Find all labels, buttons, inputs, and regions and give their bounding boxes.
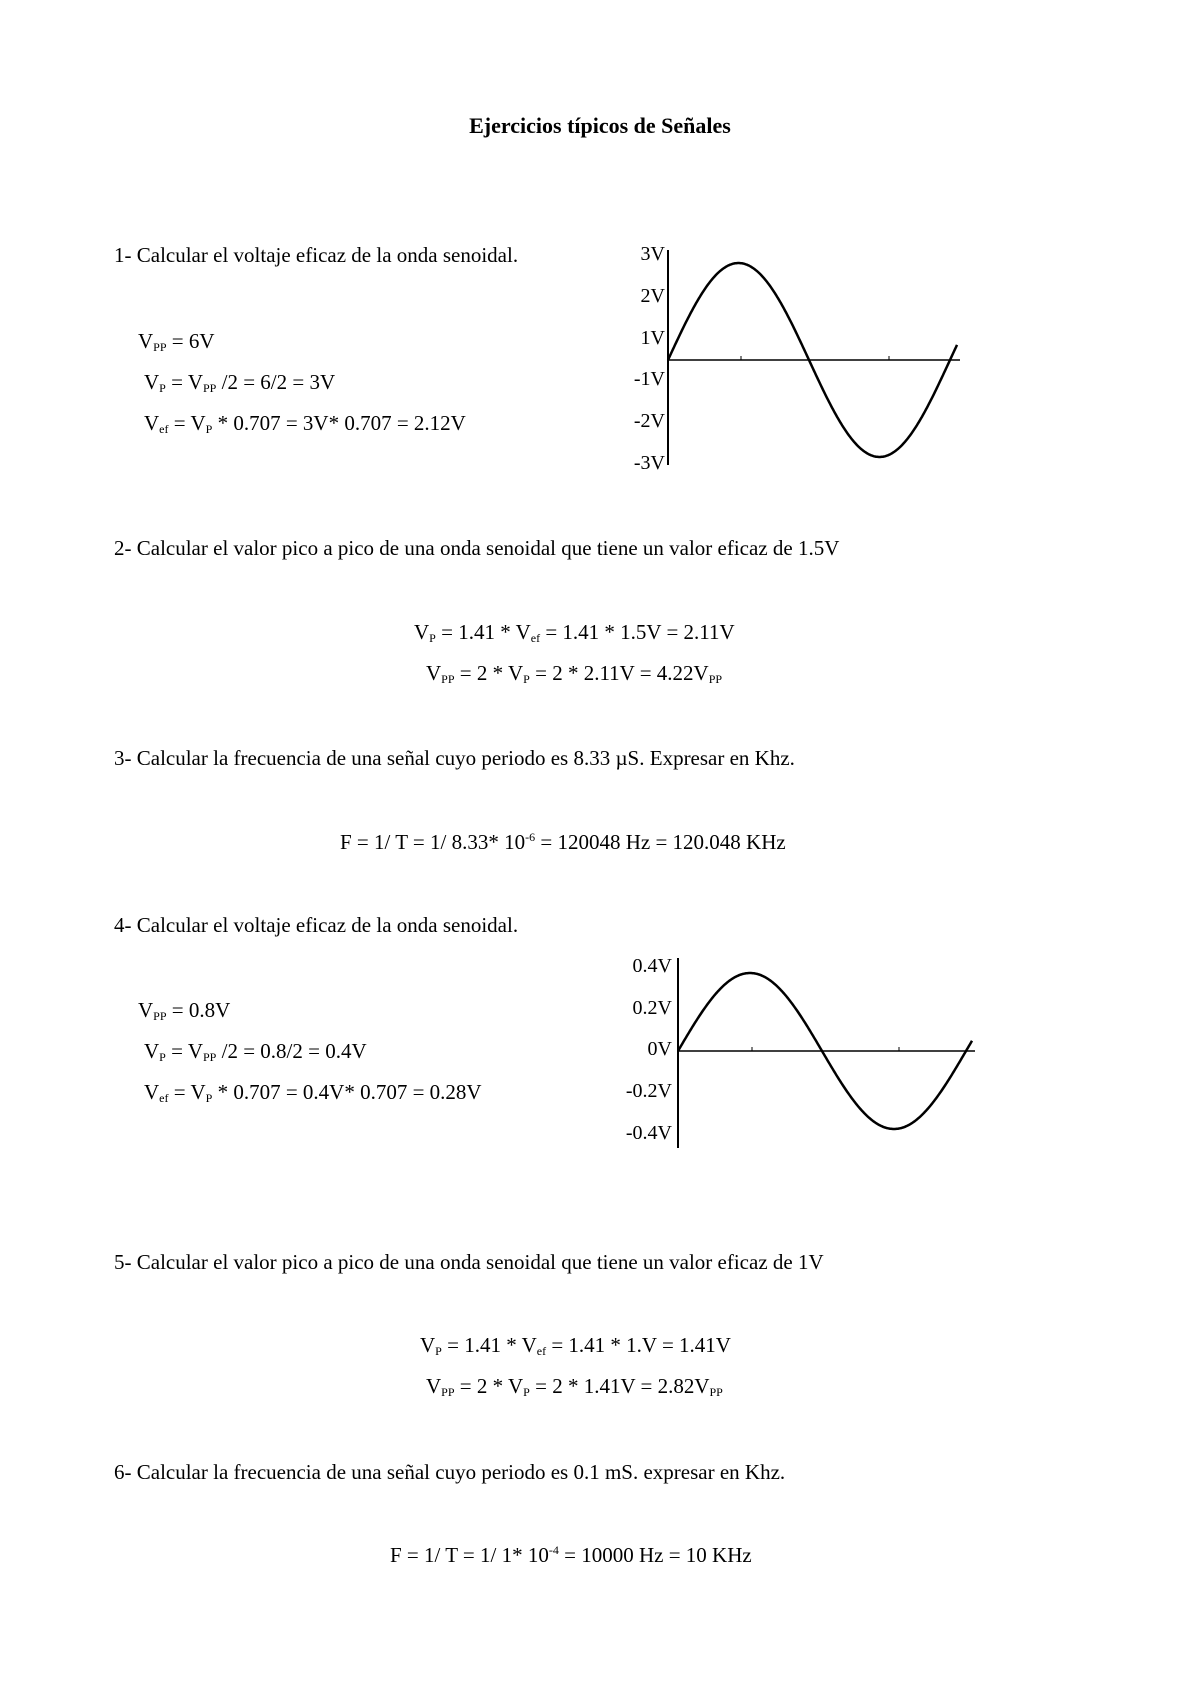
ex2-line-vp: $V_P = 1.41 * V_{ef} = 1.41 * 1.5V = 2.11V$ — [414, 620, 735, 645]
graph1-sine-wave — [660, 245, 965, 470]
ex1-line-vef: $V_{ef} = V_P * 0.707 = 3V*$ 0.707 = 2.12V — [144, 411, 466, 436]
exercise-2-question: 2- Calcular el valor pico a pico de una onda senoidal que tiene un valor eficaz de 1.5V — [114, 536, 840, 560]
ex1-line-vpp: $V_{PP} = 6V$ — [138, 329, 215, 354]
graph1-ylabel-1v: 1V — [640, 327, 665, 349]
ex4-line-vp: $V_P = V_{PP}$ /2 = 0.8/2 = 0.4V — [144, 1039, 367, 1064]
graph1-ylabel-neg2v: -2V — [633, 410, 665, 432]
exercise-1-question: 1- Calcular el voltaje eficaz de la onda senoidal. — [114, 243, 519, 267]
graph2-ylabel-neg0.4v: -0.4V — [625, 1122, 672, 1144]
graph2-sine-wave — [670, 958, 980, 1158]
graph1-ylabel-neg3v: -3V — [633, 452, 665, 474]
ex4-line-vef: $V_{ef} = V_P * 0.707 = 0.4V*$ 0.707 = 0.28V — [144, 1080, 482, 1105]
graph2-ylabel-0.2v: 0.2V — [632, 997, 672, 1019]
graph1-ylabel-2v: 2V — [640, 285, 665, 307]
page-title: Ejercicios típicos de Señales — [469, 113, 731, 138]
exercise-5-question: 5- Calcular el valor pico a pico de una onda senoidal que tiene un valor eficaz de 1V — [114, 1250, 824, 1274]
graph2-ylabel-0.4v: 0.4V — [632, 955, 672, 977]
graph2-ylabel-0v: 0V — [647, 1038, 672, 1060]
graph2-ylabel-neg0.2v: -0.2V — [625, 1080, 672, 1102]
ex5-line-vpp: $V_{PP} = 2 * V_P = 2 * 1.41V = 2.82V_{PP}$ — [426, 1374, 723, 1399]
exercise-6-question: 6- Calcular la frecuencia de una señal cuyo periodo es 0.1 mS. expresar en Khz. — [114, 1460, 786, 1484]
ex1-line-vp: $V_P = V_{PP}$ /2 = 6/2 = 3V — [144, 370, 336, 395]
ex3-equation: F = 1/ T = 1/ 8.33* $10^{-6} = 120048$ Hz = 120.048 KHz — [340, 830, 786, 854]
ex6-equation: F = 1/ T = 1/ 1* $10^{-4} = 10000$ Hz = 10 KHz — [390, 1543, 752, 1567]
ex2-line-vpp: $V_{PP} = 2 * V_P = 2 * 2.11V = 4.22V_{PP}$ — [426, 661, 723, 686]
exercise-4-question: 4- Calcular el voltaje eficaz de la onda senoidal. — [114, 913, 519, 937]
ex5-line-vp: $V_P = 1.41 * V_{ef} = 1.41 * 1.V = 1.41V$ — [420, 1333, 731, 1358]
exercise-3-question: 3- Calcular la frecuencia de una señal cuyo periodo es 8.33 µS. Expresar en Khz. — [114, 746, 795, 770]
ex4-line-vpp: $V_{PP} = 0.8V$ — [138, 998, 231, 1023]
graph1-ylabel-3v: 3V — [640, 243, 665, 265]
graph1-ylabel-neg1v: -1V — [633, 368, 665, 390]
